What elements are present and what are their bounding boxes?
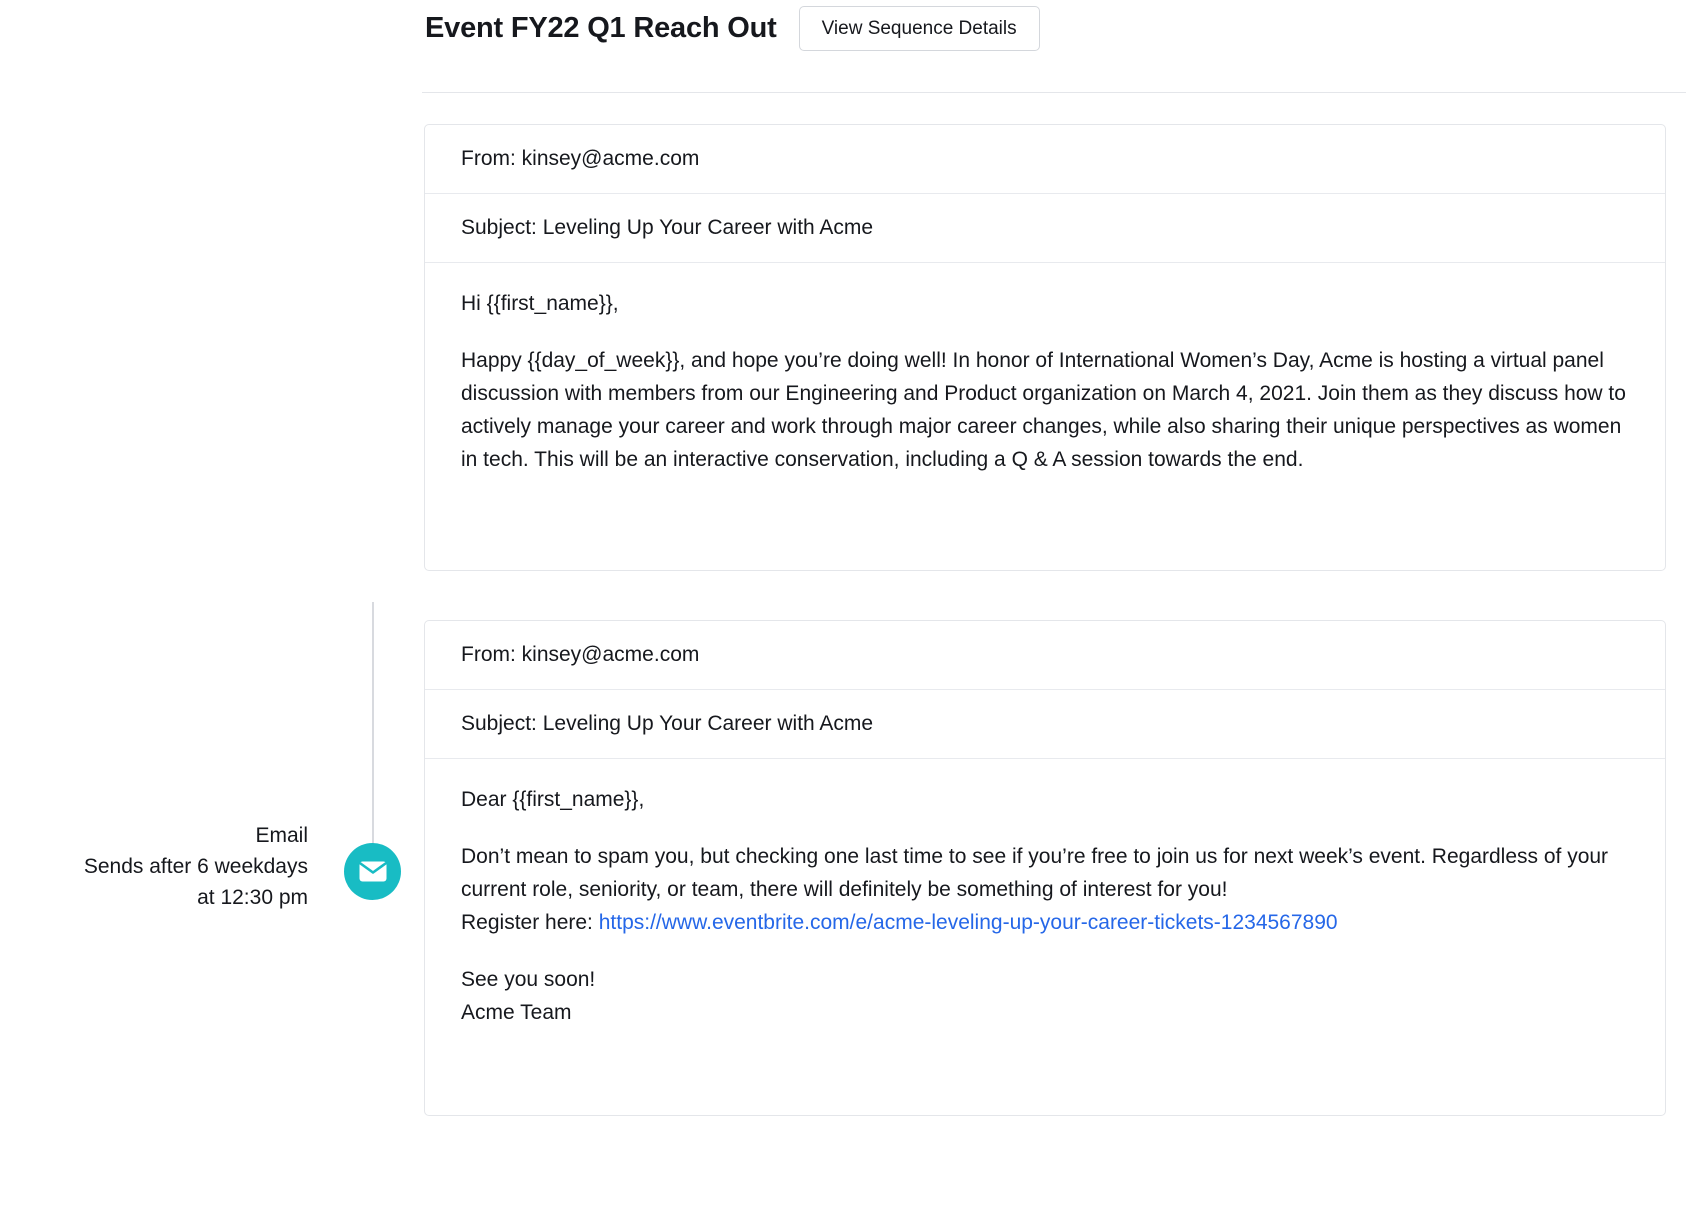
email-subject-row: Subject: Leveling Up Your Career with Acme <box>425 194 1665 263</box>
email-body <box>425 263 1665 496</box>
page-title: Event FY22 Q1 Reach Out <box>425 12 777 44</box>
email-step-icon[interactable] <box>344 843 401 900</box>
register-label: Register here: <box>461 911 599 934</box>
email-closing-1: See you soon! <box>461 968 596 991</box>
email-from-row: From: kinsey@acme.com <box>425 621 1665 690</box>
email-subject-row: Subject: Leveling Up Your Career with Acme <box>425 690 1665 759</box>
sequence-header <box>0 0 1686 96</box>
event-registration-link[interactable]: https://www.eventbrite.com/e/acme-leveling-up-your-career-tickets-1234567890 <box>598 911 1338 934</box>
email-from-row: From: kinsey@acme.com <box>425 125 1665 194</box>
step-type-label: Email <box>255 824 308 847</box>
email-body <box>425 759 1665 1049</box>
email-card[interactable] <box>424 124 1666 571</box>
step-time-label: at 12:30 pm <box>197 886 308 909</box>
email-register-line <box>461 906 1629 939</box>
timeline-connector <box>372 602 374 860</box>
sequence-header-inner <box>425 6 1040 51</box>
header-divider <box>422 92 1686 93</box>
envelope-icon <box>359 861 387 882</box>
email-card[interactable] <box>424 620 1666 1116</box>
step-schedule <box>0 820 308 913</box>
email-paragraph <box>461 840 1629 906</box>
email-paragraph: Happy {{day_of_week}}, and hope you’re doing well! In honor of International Women’s Day, Acme is hosting a virtual panel discussion with members from our Engineering and Product organization on March 4, 2021. Join them as they discuss how to actively manage your career and work through major career changes, while also sharing their unique perspectives as women in tech. This will be an interactive conservation, including a Q & A session towards the end. <box>461 349 1626 471</box>
email-paragraph-text: Don’t mean to spam you, but checking one last time to see if you’re free to join us for next week’s event. Regardless of your current role, seniority, or team, there will definitely be something of interest for you! <box>461 845 1609 901</box>
step-delay-label: Sends after 6 weekdays <box>83 855 308 878</box>
email-greeting: Dear {{first_name}}, <box>461 788 645 811</box>
view-sequence-details-button[interactable]: View Sequence Details <box>799 6 1040 51</box>
email-closing-2: Acme Team <box>461 1001 572 1024</box>
email-greeting: Hi {{first_name}}, <box>461 292 619 315</box>
